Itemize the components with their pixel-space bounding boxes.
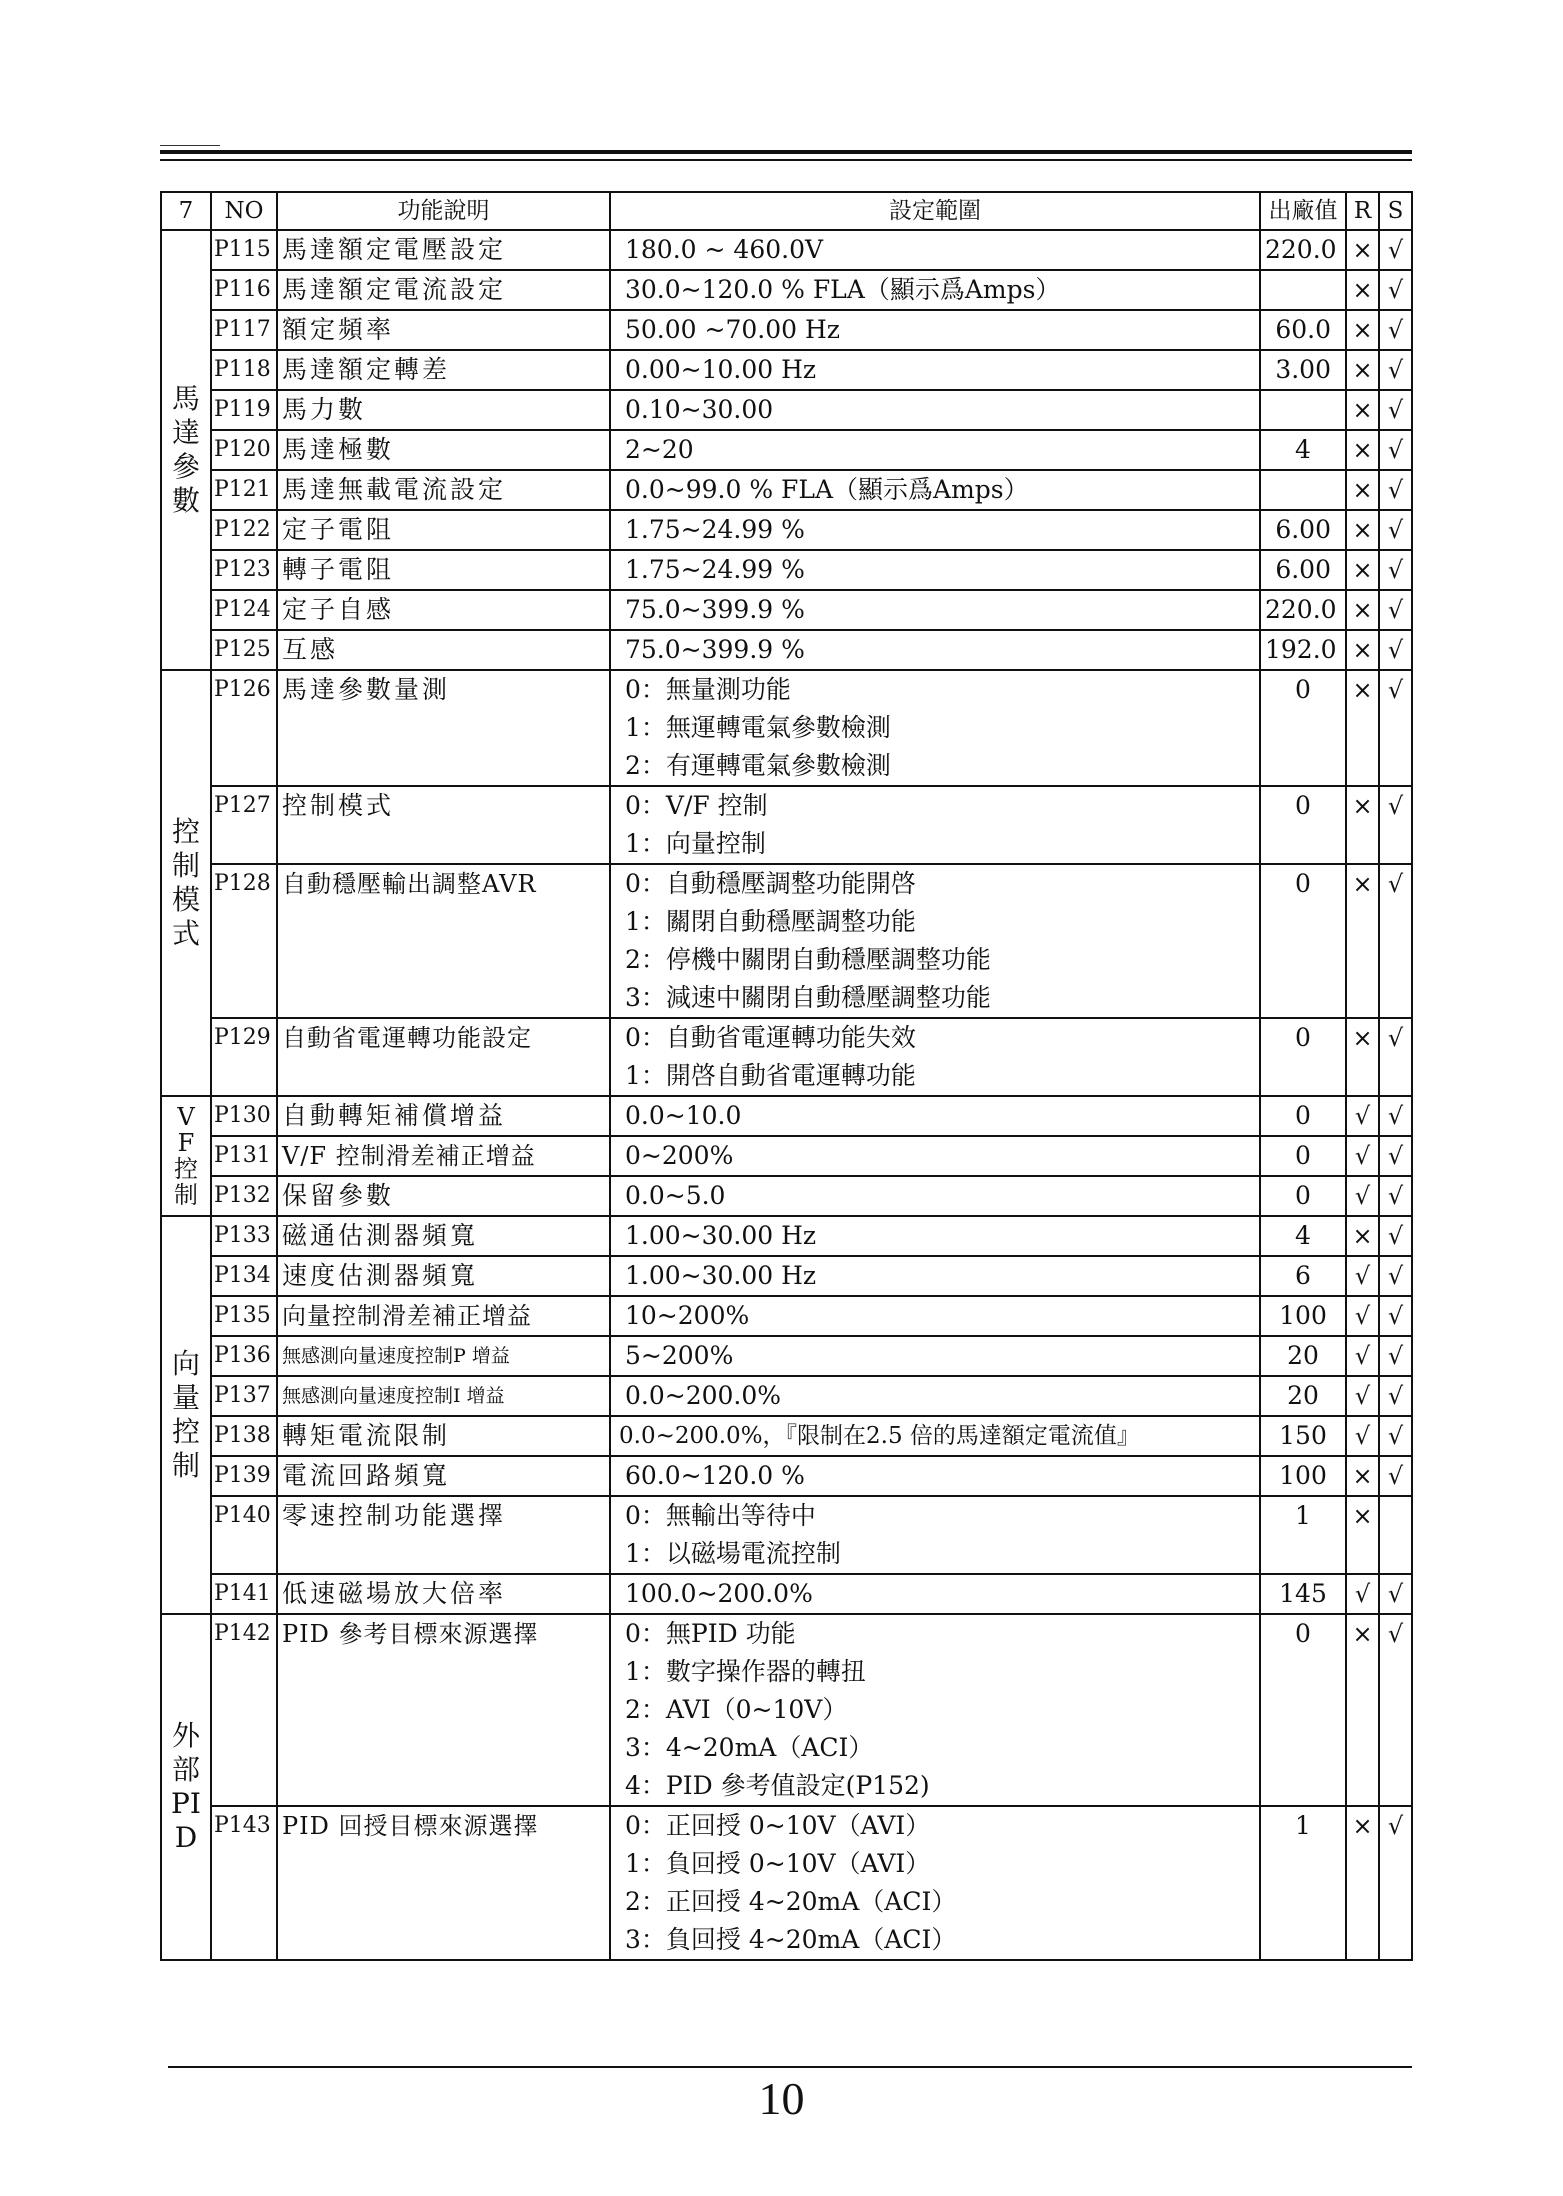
param-no: P115 [211,230,277,270]
param-no: P124 [211,590,277,630]
param-s-mark: √ [1379,1136,1412,1176]
param-r-mark: × [1346,1456,1379,1496]
param-default: 0 [1260,670,1346,786]
param-default: 20 [1260,1376,1346,1416]
range-option: 0：V/F 控制 [625,791,768,820]
param-no: P130 [211,1096,277,1136]
param-s-mark: √ [1379,230,1412,270]
param-desc: 轉矩電流限制 [277,1416,610,1456]
header-default-cell: 出廠值 [1260,192,1346,230]
param-default: 0 [1260,1018,1346,1096]
table-row [161,1496,1412,1574]
group-label-external-pid [161,1614,211,1960]
range-option: 3：4~20mA（ACI） [625,1733,874,1762]
param-s-mark: √ [1379,390,1412,430]
param-range: 0~200% [610,1136,1260,1176]
range-option: 1：無運轉電氣參數檢測 [625,713,891,742]
param-s-mark: √ [1379,786,1412,864]
table-row [161,1136,1412,1176]
param-desc: 控制模式 [277,786,610,864]
param-r-mark: × [1346,310,1379,350]
param-no: P118 [211,350,277,390]
param-s-mark: √ [1379,1574,1412,1614]
header-rule-tick [160,145,220,146]
table-row [161,510,1412,550]
param-r-mark: × [1346,1806,1379,1960]
table-row [161,1614,1412,1806]
param-no: P131 [211,1136,277,1176]
param-r-mark: √ [1346,1336,1379,1376]
header-range-cell: 設定範圍 [610,192,1260,230]
param-s-mark: √ [1379,350,1412,390]
group-label-text: 馬達參數 [171,382,200,517]
range-option: 2：正回授 4~20mA（ACI） [625,1887,957,1916]
param-range: 60.0~120.0 % [610,1456,1260,1496]
header-r-cell: R [1346,192,1379,230]
table-row [161,670,1412,786]
param-no: P143 [211,1806,277,1960]
param-r-mark: × [1346,630,1379,670]
group-label-control-mode [161,670,211,1096]
param-range: 0.0~99.0 % FLA（顯示爲Amps） [610,470,1260,510]
param-no: P133 [211,1216,277,1256]
group-label-vf-control [161,1096,211,1216]
table-row [161,1176,1412,1216]
param-s-mark: √ [1379,1256,1412,1296]
param-s-mark: √ [1379,1216,1412,1256]
param-desc: 電流回路頻寬 [277,1456,610,1496]
param-default: 150 [1260,1416,1346,1456]
table-row [161,1376,1412,1416]
range-option: 0：無輸出等待中 [625,1501,816,1530]
group-label-motor [161,230,211,670]
param-range: 1.75~24.99 % [610,550,1260,590]
param-desc: 轉子電阻 [277,550,610,590]
table-row [161,1216,1412,1256]
param-range: 0.10~30.00 [610,390,1260,430]
param-range: 50.00 ~70.00 Hz [610,310,1260,350]
param-s-mark: √ [1379,270,1412,310]
header-rule-thick [160,150,1412,154]
param-range: 180.0 ~ 460.0V [610,230,1260,270]
param-range [610,670,1260,786]
param-desc: 馬達額定轉差 [277,350,610,390]
param-desc: 馬達極數 [277,430,610,470]
param-r-mark: √ [1346,1376,1379,1416]
param-no: P129 [211,1018,277,1096]
param-r-mark: × [1346,1216,1379,1256]
range-option: 4：PID 參考值設定(P152) [625,1771,930,1800]
param-range [610,1496,1260,1574]
range-option: 1：向量控制 [625,829,766,858]
table-row [161,1416,1412,1456]
table-row [161,350,1412,390]
param-s-mark: √ [1379,510,1412,550]
param-r-mark: × [1346,430,1379,470]
param-desc: 馬力數 [277,390,610,430]
table-header-row [161,192,1412,230]
range-option: 0：自動省電運轉功能失效 [625,1023,916,1052]
range-option: 1：開啓自動省電運轉功能 [625,1061,916,1090]
param-r-mark: √ [1346,1574,1379,1614]
param-no: P136 [211,1336,277,1376]
param-desc: 馬達無載電流設定 [277,470,610,510]
param-range: 1.00~30.00 Hz [610,1256,1260,1296]
range-option: 1：負回授 0~10V（AVI） [625,1849,931,1878]
param-r-mark: × [1346,1018,1379,1096]
param-range: 1.00~30.00 Hz [610,1216,1260,1256]
param-default: 0 [1260,1136,1346,1176]
table-row [161,786,1412,864]
param-no: P119 [211,390,277,430]
table-row [161,630,1412,670]
group-label-text: 控制模式 [171,815,200,950]
param-s-mark: √ [1379,310,1412,350]
param-s-mark: √ [1379,670,1412,786]
param-desc: 磁通估測器頻寬 [277,1216,610,1256]
group-label-vector-control [161,1216,211,1614]
param-s-mark: √ [1379,1416,1412,1456]
table-row [161,1018,1412,1096]
param-r-mark: √ [1346,1416,1379,1456]
param-default [1260,470,1346,510]
table-row [161,1336,1412,1376]
parameter-table [160,191,1413,1961]
param-r-mark: × [1346,786,1379,864]
table-row [161,1456,1412,1496]
param-desc: 馬達額定電壓設定 [277,230,610,270]
param-range [610,1018,1260,1096]
param-desc: 速度估測器頻寬 [277,1256,610,1296]
param-default: 1 [1260,1496,1346,1574]
param-no: P121 [211,470,277,510]
param-no: P127 [211,786,277,864]
param-r-mark: √ [1346,1136,1379,1176]
param-no: P122 [211,510,277,550]
range-option: 3：減速中關閉自動穩壓調整功能 [625,983,991,1012]
param-default [1260,390,1346,430]
param-desc: 自動省電運轉功能設定 [277,1018,610,1096]
param-no: P142 [211,1614,277,1806]
header-s-cell: S [1379,192,1412,230]
param-desc: PID 回授目標來源選擇 [277,1806,610,1960]
table-row [161,550,1412,590]
param-default: 145 [1260,1574,1346,1614]
range-option: 2：AVI（0~10V） [625,1695,848,1724]
param-default: 100 [1260,1296,1346,1336]
param-default: 0 [1260,864,1346,1018]
param-no: P139 [211,1456,277,1496]
param-s-mark: √ [1379,1456,1412,1496]
range-option: 1：數字操作器的轉扭 [625,1657,866,1686]
param-desc: 零速控制功能選擇 [277,1496,610,1574]
param-default: 4 [1260,1216,1346,1256]
param-r-mark: × [1346,390,1379,430]
param-default: 3.00 [1260,350,1346,390]
param-r-mark: × [1346,864,1379,1018]
param-range [610,786,1260,864]
param-no: P134 [211,1256,277,1296]
range-option: 2：停機中關閉自動穩壓調整功能 [625,945,991,974]
param-s-mark: √ [1379,1336,1412,1376]
footer-rule [168,2066,1412,2068]
param-no: P120 [211,430,277,470]
param-desc: 定子電阻 [277,510,610,550]
param-r-mark: √ [1346,1256,1379,1296]
param-s-mark: √ [1379,550,1412,590]
param-r-mark: × [1346,1614,1379,1806]
param-no: P116 [211,270,277,310]
param-r-mark: × [1346,1496,1379,1574]
param-default: 60.0 [1260,310,1346,350]
table-row [161,270,1412,310]
param-desc: 向量控制滑差補正增益 [277,1296,610,1336]
param-default: 192.0 [1260,630,1346,670]
param-s-mark: √ [1379,1614,1412,1806]
param-s-mark: √ [1379,430,1412,470]
table-row [161,470,1412,510]
param-range: 75.0~399.9 % [610,590,1260,630]
param-desc: 保留參數 [277,1176,610,1216]
param-s-mark: √ [1379,1376,1412,1416]
table-row [161,1256,1412,1296]
header-desc-cell: 功能說明 [277,192,610,230]
group-label-text: 外部PID [171,1719,201,1854]
table-row [161,310,1412,350]
param-desc: V/F 控制滑差補正增益 [277,1136,610,1176]
param-r-mark: × [1346,590,1379,630]
param-s-mark: √ [1379,1176,1412,1216]
param-default: 0 [1260,1096,1346,1136]
param-r-mark: × [1346,230,1379,270]
param-s-mark: √ [1379,630,1412,670]
param-desc: 定子自感 [277,590,610,630]
param-range: 30.0~120.0 % FLA（顯示爲Amps） [610,270,1260,310]
param-default [1260,270,1346,310]
param-default: 0 [1260,1176,1346,1216]
param-r-mark: × [1346,470,1379,510]
range-option: 1：關閉自動穩壓調整功能 [625,907,916,936]
param-default: 0 [1260,1614,1346,1806]
param-desc: PID 參考目標來源選擇 [277,1614,610,1806]
param-no: P132 [211,1176,277,1216]
range-option: 1：以磁場電流控制 [625,1539,841,1568]
param-r-mark: × [1346,670,1379,786]
param-no: P135 [211,1296,277,1336]
group-label-text: VF控制 [174,1103,198,1209]
param-default: 0 [1260,786,1346,864]
header-rule-thin [160,159,1412,161]
range-option: 2：有運轉電氣參數檢測 [625,751,891,780]
param-r-mark: √ [1346,1176,1379,1216]
param-range: 75.0~399.9 % [610,630,1260,670]
table-row [161,230,1412,270]
param-range: 0.0~200.0% [610,1376,1260,1416]
range-option: 0：自動穩壓調整功能開啓 [625,869,916,898]
param-range: 100.0~200.0% [610,1574,1260,1614]
param-s-mark: √ [1379,1096,1412,1136]
param-s-mark: √ [1379,470,1412,510]
param-range: 0.0~5.0 [610,1176,1260,1216]
param-default: 4 [1260,430,1346,470]
param-s-mark [1379,1496,1412,1574]
param-range: 0.00~10.00 Hz [610,350,1260,390]
header-group-cell: 7 [161,192,211,230]
page-number: 10 [758,2073,805,2124]
param-s-mark: √ [1379,864,1412,1018]
param-range: 1.75~24.99 % [610,510,1260,550]
param-no: P137 [211,1376,277,1416]
param-no: P141 [211,1574,277,1614]
param-no: P140 [211,1496,277,1574]
param-r-mark: × [1346,350,1379,390]
table-row [161,1096,1412,1136]
param-r-mark: × [1346,270,1379,310]
param-s-mark: √ [1379,1296,1412,1336]
param-range [610,864,1260,1018]
param-r-mark: × [1346,550,1379,590]
param-r-mark: √ [1346,1096,1379,1136]
param-range: 5~200% [610,1336,1260,1376]
param-desc: 馬達額定電流設定 [277,270,610,310]
param-r-mark: √ [1346,1296,1379,1336]
param-default: 20 [1260,1336,1346,1376]
param-range: 10~200% [610,1296,1260,1336]
param-range: 0.0~200.0%，『限制在2.5 倍的馬達額定電流值』 [610,1416,1260,1456]
param-default: 220.0 [1260,590,1346,630]
param-desc: 自動穩壓輸出調整AVR [277,864,610,1018]
param-no: P138 [211,1416,277,1456]
param-desc: 自動轉矩補償增益 [277,1096,610,1136]
param-desc: 低速磁場放大倍率 [277,1574,610,1614]
table-row [161,430,1412,470]
param-default: 6.00 [1260,510,1346,550]
param-desc: 無感測向量速度控制I 增益 [277,1376,610,1416]
param-default: 6 [1260,1256,1346,1296]
header-no-cell: NO [211,192,277,230]
range-option: 0：正回授 0~10V（AVI） [625,1811,931,1840]
range-option: 3：負回授 4~20mA（ACI） [625,1925,957,1954]
param-desc: 無感測向量速度控制P 增益 [277,1336,610,1376]
param-range: 0.0~10.0 [610,1096,1260,1136]
table-row [161,1574,1412,1614]
param-no: P117 [211,310,277,350]
param-s-mark: √ [1379,1806,1412,1960]
range-option: 0：無PID 功能 [625,1619,796,1648]
param-range: 2~20 [610,430,1260,470]
table-row [161,590,1412,630]
range-option: 0：無量測功能 [625,675,791,704]
param-no: P128 [211,864,277,1018]
param-no: P125 [211,630,277,670]
param-range [610,1806,1260,1960]
param-s-mark: √ [1379,1018,1412,1096]
param-default: 220.0 [1260,230,1346,270]
param-no: P123 [211,550,277,590]
table-row [161,864,1412,1018]
param-desc: 互感 [277,630,610,670]
group-label-text: 向量控制 [171,1347,200,1482]
param-desc: 馬達參數量測 [277,670,610,786]
param-no: P126 [211,670,277,786]
param-default: 1 [1260,1806,1346,1960]
table-row [161,1296,1412,1336]
param-s-mark: √ [1379,590,1412,630]
param-desc: 額定頻率 [277,310,610,350]
param-r-mark: × [1346,510,1379,550]
param-default: 6.00 [1260,550,1346,590]
table-row [161,390,1412,430]
param-default: 100 [1260,1456,1346,1496]
table-row [161,1806,1412,1960]
param-range [610,1614,1260,1806]
